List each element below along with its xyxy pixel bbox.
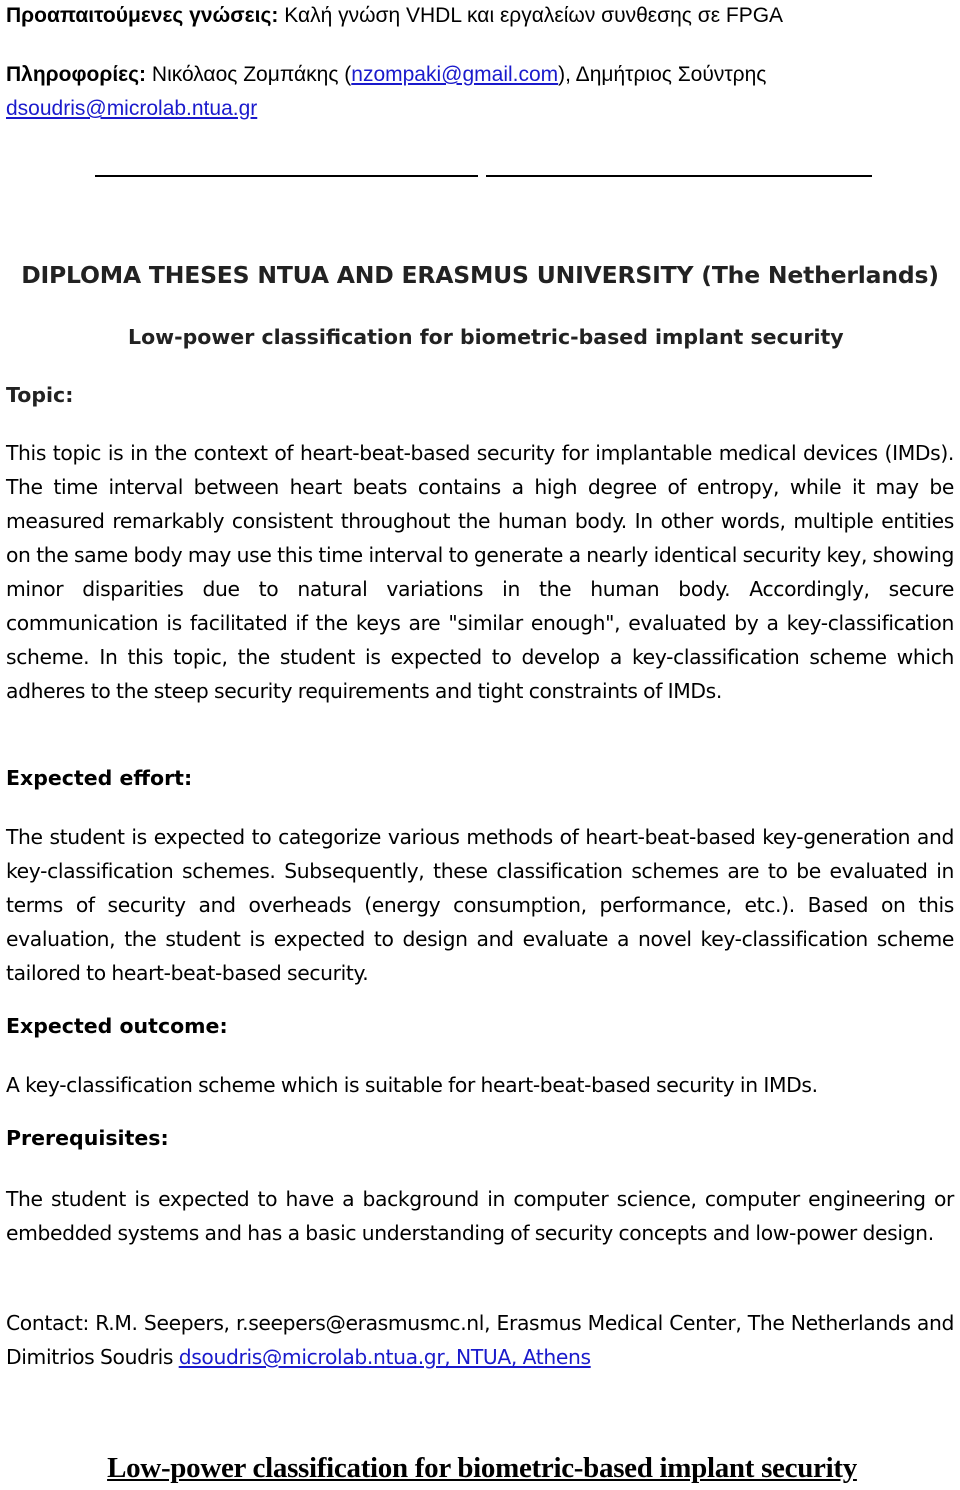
expected-outcome-heading: Expected outcome: <box>6 1014 228 1038</box>
prerequisites-text: The student is expected to have a background in computer science, computer engineering or embedded systems and has a basic understanding of security concepts and low-power design. <box>6 1187 954 1245</box>
footer-title: Low-power classification for biometric-based implant security <box>107 1452 857 1484</box>
contact-text: Contact: R.M. Seepers, r.seepers@erasmusmc.nl, Erasmus Medical Center, The Netherlands and Dimitrios Soudris <box>6 1311 954 1369</box>
expected-effort-heading: Expected effort: <box>6 766 193 790</box>
email-link-soudris[interactable]: dsoudris@microlab.ntua.gr <box>6 97 258 120</box>
prerequisites-heading: Prerequisites: <box>6 1126 169 1150</box>
email-link-zompakis[interactable]: nzompaki@gmail.com <box>351 63 559 86</box>
topic-label: Topic: <box>6 383 74 407</box>
contact-email-link[interactable]: dsoudris@microlab.ntua.gr, NTUA, Athens <box>178 1345 591 1369</box>
prerequisites-label: Προαπαιτούμενες γνώσεις: <box>6 4 279 27</box>
separator-line-left <box>95 175 478 177</box>
topic-description: This topic is in the context of heart-beat-based security for implantable medical devices (IMDs). The time interval between heart beats contains a high degree of entropy, while it may be measured remarkably consistent throughout the human body. In other words, multiple entities on the same body may use this time interval to generate a nearly identical security key, showing minor disparities due to natural variations in the human body. Accordingly, secure communication is facilitated if the keys are "similar enough", evaluated by a key-classification scheme. In this topic, the student is expected to develop a key-classification scheme which adheres to the steep security requirements and tight constraints of IMDs. <box>6 441 954 703</box>
info-label: Πληροφορίες: <box>6 63 147 86</box>
contact-paragraph <box>6 1306 954 1374</box>
topic-title: Low-power classification for biometric-based implant security <box>128 325 844 349</box>
section-heading: DIPLOMA THESES NTUA AND ERASMUS UNIVERSITY (The Netherlands) <box>21 261 939 289</box>
info-line <box>6 58 954 126</box>
expected-effort-text: The student is expected to categorize various methods of heart-beat-based key-generation and key-classification schemes. Subsequently, these classification schemes are to be evaluated in terms of security and overheads (energy consumption, performance, etc.). Based on this evaluation, the student is expected to design and evaluate a novel key-classification scheme tailored to heart-beat-based security. <box>6 825 954 985</box>
separator-line-right <box>486 175 872 177</box>
expected-outcome-text: A key-classification scheme which is suitable for heart-beat-based security in IMDs. <box>6 1073 818 1097</box>
info-text-2: ), Δημήτριος Σούντρης <box>558 63 767 86</box>
info-text-1: Νικόλαος Ζομπάκης ( <box>146 63 352 86</box>
prerequisites-value: Καλή γνώση VHDL και εργαλείων συνθεσης σε FPGA <box>278 4 784 27</box>
prerequisites-line <box>6 4 954 28</box>
